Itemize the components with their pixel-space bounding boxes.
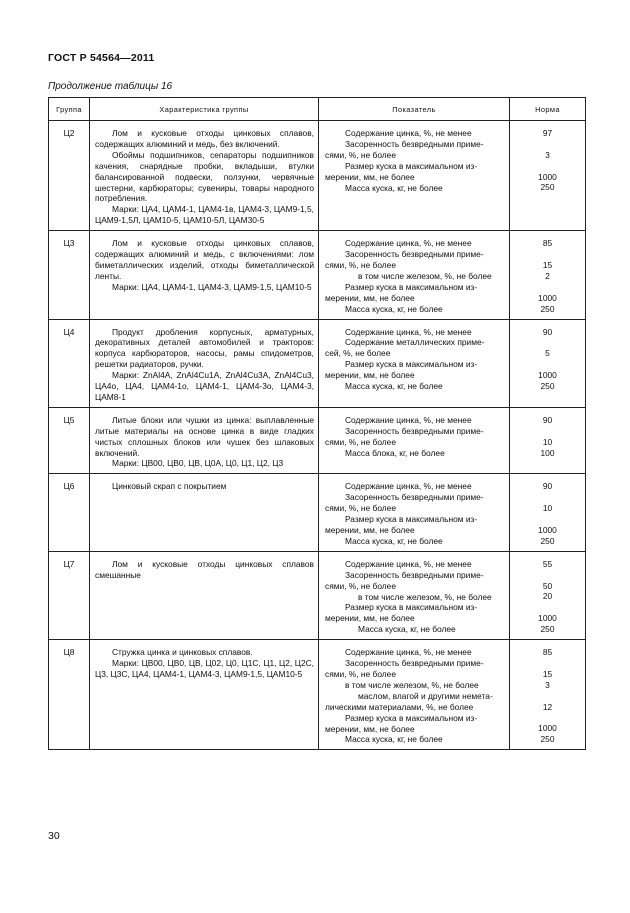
norm-value: 100 [540, 447, 555, 458]
group-code: Ц6 [49, 474, 90, 551]
standard-designation: ГОСТ Р 54564—2011 [48, 52, 155, 64]
norm-value: 97 [542, 128, 553, 138]
indicator-line: сей, %, не более [325, 348, 391, 359]
norm-value: 10 [542, 503, 553, 514]
indicator-line: Размер куска в максимальном из- [345, 602, 478, 613]
norm-value: 50 [542, 580, 553, 591]
group-characteristic [90, 121, 319, 231]
indicator-line: Содержание цинка, %, не менее [345, 558, 472, 569]
indicator-line: мерении, мм, не более [325, 292, 415, 303]
norm-value [513, 514, 582, 525]
norm-value: 250 [540, 303, 555, 314]
norm-value: 90 [542, 481, 553, 492]
indicator-line: в том числе железом, %, не более [345, 679, 479, 690]
group-characteristic [90, 640, 319, 750]
table-header-row [49, 98, 586, 121]
desc-para: Марки: ЦА4, ЦАМ4-1, ЦАМ4-1в, ЦАМ4-3, ЦАМ9-1,5, ЦАМ9-1,5Л, ЦАМ10-5, ЦАМ10-5Л, ЦАМ30-5 [95, 204, 314, 226]
indicator-line: Засоренность безвредными приме- [345, 492, 484, 503]
indicator-line: Масса куска, кг, не более [345, 182, 443, 193]
norm-value [513, 337, 582, 348]
indicator-line: Засоренность безвредными приме- [345, 249, 484, 260]
indicator-line: Засоренность безвредными приме- [345, 658, 484, 669]
table-row [49, 121, 586, 231]
desc-para: Обоймы подшипников, сепараторы подшипников качения, снарядные пробки, вкладыши, втулки балансированной подвески, ползунки, червячные шестерни, карбюраторы; сувениры, товары народного потребления. [95, 149, 314, 204]
norm-value: 1000 [538, 292, 557, 303]
norm-cell [510, 640, 586, 750]
indicator-line: Размер куска в максимальном из- [345, 514, 478, 525]
norm-cell [510, 231, 586, 319]
indicator-line: в том числе железом, %, не более [358, 270, 492, 281]
group-code: Ц3 [49, 231, 90, 319]
indicator-line: Масса куска, кг, не более [345, 303, 443, 314]
indicator-line: мерении, мм, не более [325, 525, 415, 535]
group-code: Ц8 [49, 640, 90, 750]
indicator-line: мерении, мм, не более [325, 613, 415, 624]
indicator-line: Содержание металлических приме- [345, 337, 485, 348]
indicator-line: сями, %, не более [325, 149, 396, 160]
norm-value: 250 [540, 182, 555, 193]
norm-value [513, 713, 582, 724]
header-group: Группа [49, 98, 90, 121]
table-row [49, 231, 586, 319]
header-characteristic: Характеристика группы [90, 98, 319, 121]
norm-value [513, 359, 582, 370]
indicator-line: Содержание цинка, %, не менее [345, 481, 472, 492]
indicator-cell [319, 121, 510, 231]
indicator-line: Масса куска, кг, не более [345, 535, 443, 546]
norm-value: 1000 [538, 613, 557, 624]
norm-value: 20 [542, 591, 553, 602]
indicator-line: мерении, мм, не более [325, 171, 415, 182]
norm-cell [510, 407, 586, 474]
indicator-line: маслом, влагой и другими немета- [358, 690, 493, 701]
group-code: Ц5 [49, 407, 90, 474]
table-row [49, 640, 586, 750]
norm-value: 1000 [538, 524, 557, 535]
norm-value: 2 [545, 270, 550, 281]
desc-para: Продукт дробления корпусных, арматурных, декоративных деталей автомобилей и тракторов: корпуса карбюраторов, насосы, рамы спидометров, решетки радиаторов, ручки. [95, 326, 314, 370]
indicator-cell [319, 407, 510, 474]
norm-value: 1000 [538, 171, 557, 182]
norm-value [513, 139, 582, 150]
indicator-cell [319, 231, 510, 319]
norm-value: 85 [542, 238, 553, 249]
group-code: Ц7 [49, 551, 90, 639]
indicator-line: сями, %, не более [325, 436, 396, 447]
indicator-line: Размер куска в максимальном из- [345, 160, 478, 171]
norm-value [513, 492, 582, 503]
norm-value: 55 [542, 558, 553, 569]
desc-para: Лом и кусковые отходы цинковых сплавов, содержащих алюминий и медь, с включениями: лом биметаллических изделий, отходы биметаллической ленты. [95, 238, 314, 281]
table-row [49, 551, 586, 639]
group-code: Ц2 [49, 121, 90, 231]
norm-value: 250 [540, 535, 555, 546]
indicator-line: Масса куска, кг, не более [358, 624, 456, 635]
norm-value: 5 [545, 348, 550, 359]
norm-value: 1000 [538, 370, 557, 381]
indicator-line: Масса куска, кг, не более [345, 381, 443, 392]
indicator-cell [319, 474, 510, 551]
desc-para: Литые блоки или чушки из цинка: выплавленные литые материалы на основе цинка в виде гладких чистых сплошных блоков или чушек без шлаковых включений. [95, 414, 314, 458]
norm-value: 85 [542, 647, 553, 658]
desc-para: Марки: ЦВ00, ЦВ0, ЦВ, Ц0А, Ц0, Ц1, Ц2, Ц3 [112, 458, 284, 469]
norm-cell [510, 121, 586, 231]
table-continuation-caption: Продолжение таблицы 16 [48, 81, 173, 92]
group-characteristic [90, 407, 319, 474]
indicator-line: в том числе железом, %, не более [358, 591, 492, 602]
norm-value [513, 426, 582, 437]
norm-value: 15 [542, 259, 553, 270]
indicator-line: сями, %, не более [325, 580, 396, 591]
indicator-line: сями, %, не более [325, 259, 396, 270]
indicator-line: мерении, мм, не более [325, 723, 415, 734]
norm-value [513, 658, 582, 669]
header-norm: Норма [510, 98, 586, 121]
desc-para: Лом и кусковые отходы цинковых сплавов смешанные [95, 558, 314, 580]
group-characteristic [90, 231, 319, 319]
norm-cell [510, 319, 586, 407]
indicator-line: Содержание цинка, %, не менее [345, 238, 472, 249]
norm-value: 250 [540, 734, 555, 745]
indicator-cell [319, 319, 510, 407]
norm-value: 15 [542, 668, 553, 679]
norm-value [513, 161, 582, 172]
table-row [49, 407, 586, 474]
norm-value: 250 [540, 380, 555, 391]
desc-para: Цинковый скрап с покрытием [112, 481, 227, 492]
norm-value: 12 [542, 701, 553, 712]
indicator-line: Содержание цинка, %, не менее [345, 326, 472, 337]
desc-para: Марки: ЦА4, ЦАМ4-1, ЦАМ4-3, ЦАМ9-1,5, ЦАМ10-5 [112, 281, 312, 292]
indicator-line: сями, %, не более [325, 668, 396, 679]
header-indicator: Показатель [319, 98, 510, 121]
page-number: 30 [48, 830, 60, 842]
indicator-line: Масса блока, кг, не более [345, 447, 445, 458]
norm-cell [510, 474, 586, 551]
norm-value: 250 [540, 624, 555, 635]
norm-value: 90 [542, 326, 553, 337]
group-code: Ц4 [49, 319, 90, 407]
group-characteristic [90, 319, 319, 407]
desc-para: Лом и кусковые отходы цинковых сплавов, содержащих алюминий и медь, без включений. [95, 128, 314, 149]
norm-cell [510, 551, 586, 639]
classification-table [48, 97, 586, 750]
norm-value: 1000 [538, 723, 557, 734]
desc-para: Стружка цинка и цинковых сплавов. [112, 647, 253, 658]
norm-value [513, 249, 582, 260]
norm-value [513, 570, 582, 581]
norm-value: 10 [542, 436, 553, 447]
indicator-line: мерении, мм, не более [325, 370, 415, 381]
norm-value: 90 [542, 414, 553, 425]
indicator-cell [319, 640, 510, 750]
group-characteristic [90, 551, 319, 639]
desc-para: Марки: ZnAl4A, ZnAl4Cu1A, ZnAl4Cu3A, ZnAl4Cu3, ЦА4о, ЦА4, ЦАМ4-1о, ЦАМ4-1, ЦАМ4-3о, ЦАМ4-3, ЦАМ8-1 [95, 370, 314, 402]
norm-value [513, 602, 582, 613]
norm-value: 3 [545, 149, 550, 160]
indicator-line: Масса куска, кг, не более [345, 734, 443, 745]
table-row [49, 474, 586, 551]
norm-value [513, 282, 582, 293]
group-characteristic [90, 474, 319, 551]
indicator-line: Размер куска в максимальном из- [345, 281, 478, 292]
indicator-cell [319, 551, 510, 639]
indicator-line: Содержание цинка, %, не менее [345, 128, 472, 138]
indicator-line: сями, %, не более [325, 503, 396, 514]
table-row [49, 319, 586, 407]
indicator-line: Засоренность безвредными приме- [345, 138, 484, 149]
indicator-line: Засоренность безвредными приме- [345, 425, 484, 436]
norm-value: 3 [545, 679, 550, 690]
indicator-line: Размер куска в максимальном из- [345, 359, 478, 370]
indicator-line: Засоренность безвредными приме- [345, 569, 484, 580]
indicator-line: Содержание цинка, %, не менее [345, 647, 472, 658]
desc-para: Марки: ЦВ00, ЦВ0, ЦВ, Ц02, Ц0, Ц1С, Ц1, Ц2, Ц2С, Ц3, Ц3С, ЦА4, ЦАМ4-1, ЦАМ4-3, ЦАМ9-1,5, ЦАМ10-5 [95, 658, 314, 679]
indicator-line: лическими материалами, %, не более [325, 701, 474, 712]
indicator-line: Содержание цинка, %, не менее [345, 414, 472, 425]
norm-value [513, 691, 582, 702]
indicator-line: Размер куска в максимальном из- [345, 712, 478, 723]
